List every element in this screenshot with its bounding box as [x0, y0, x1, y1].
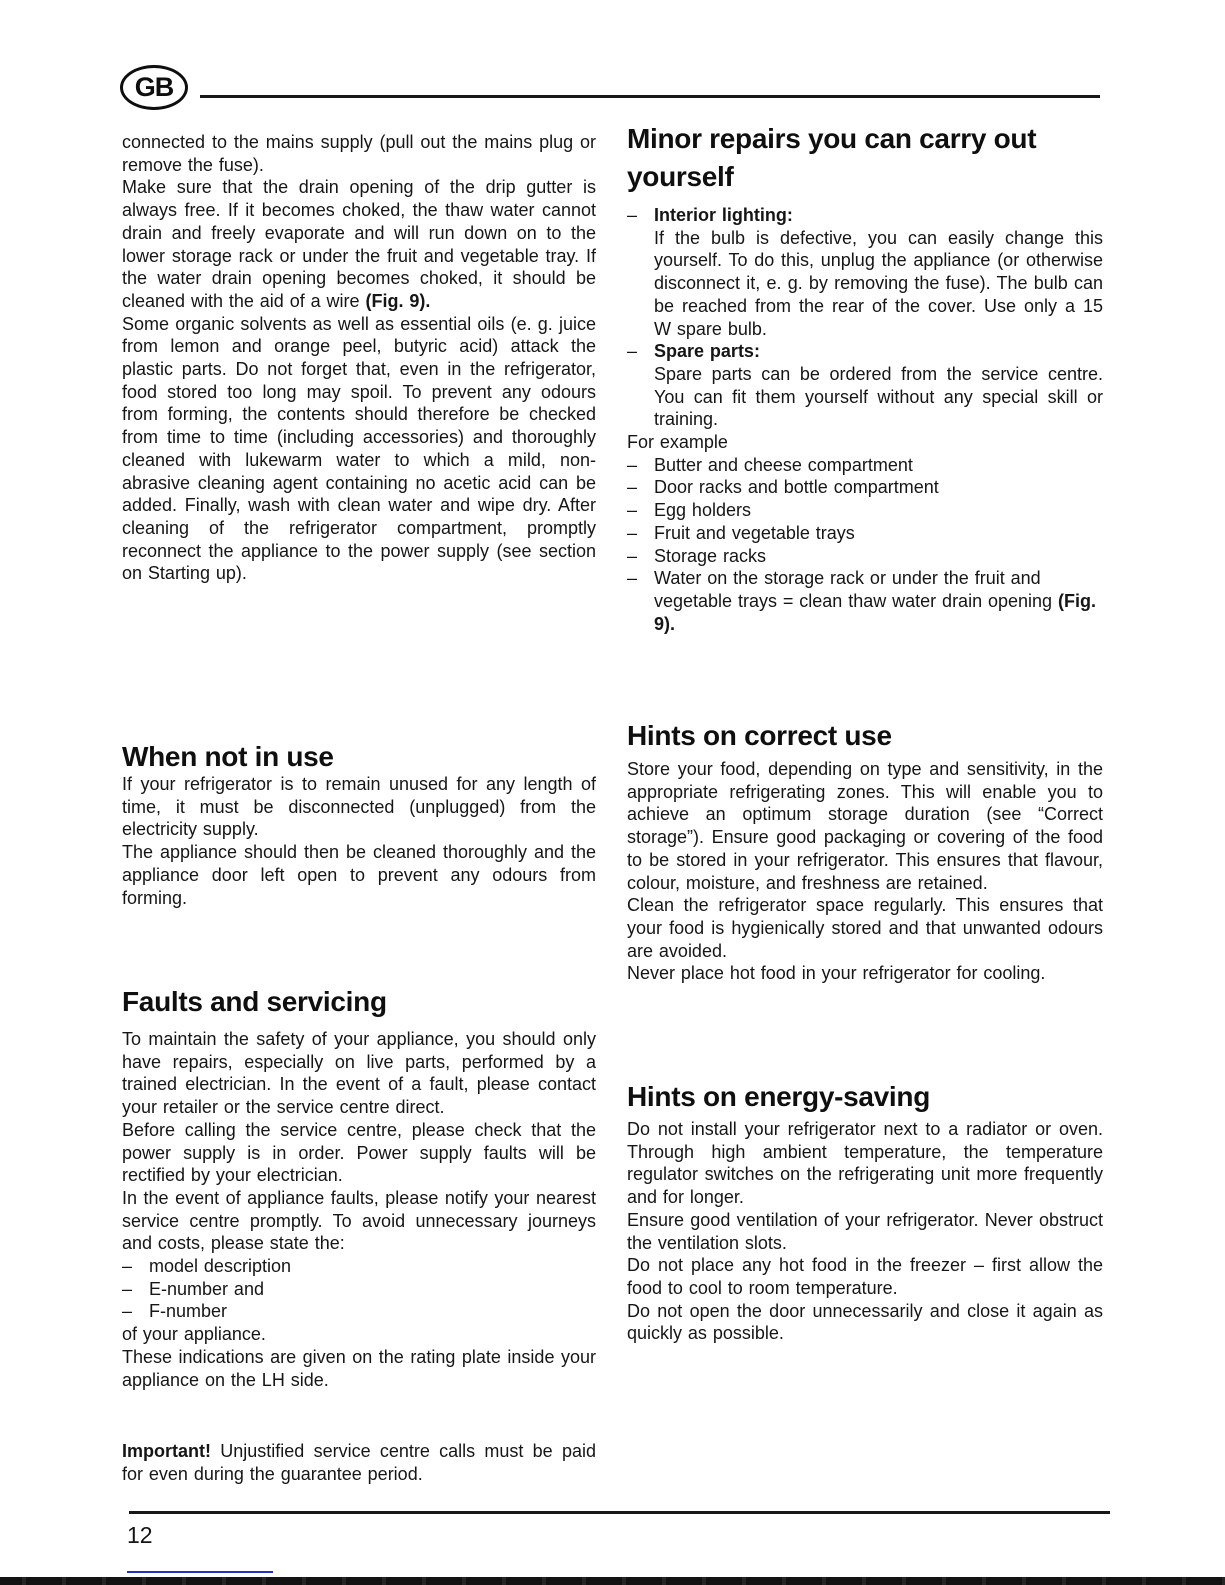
correct-use-section [627, 758, 1103, 985]
gb-country-badge [120, 65, 188, 110]
paragraph: Clean the refrigerator space regularly. This ensures that your food is hygienically stored and that unwanted odours are avoided. [627, 895, 1103, 961]
blue-pen-line [127, 1571, 273, 1573]
dash-marker: – [627, 568, 638, 589]
bullet-text: Spare parts can be ordered from the service centre. You can fit them yourself without any special skill or training. [654, 363, 1103, 430]
important-label: Important! [122, 1441, 211, 1461]
list-item [627, 454, 1103, 477]
list-item-text: Egg holders [654, 500, 751, 521]
dash-marker: – [627, 341, 638, 362]
paragraph: Before calling the service centre, please check that the power supply is in order. Power supply faults will be rectified by your electrician. [122, 1119, 596, 1186]
for-example-label: For example [627, 432, 728, 453]
dash-marker: – [627, 500, 638, 521]
bullet-label: Spare parts: [654, 341, 760, 362]
list-item [122, 1255, 596, 1278]
minor-repairs-section [627, 204, 1103, 635]
paragraph: of your appliance. [122, 1324, 266, 1345]
list-item-text: Fruit and vegetable trays [654, 522, 855, 543]
dash-marker: – [627, 454, 638, 475]
scan-edge-band [0, 1577, 1225, 1585]
list-item [627, 522, 1103, 545]
when-not-in-use-section [122, 773, 596, 909]
dash-marker: – [122, 1278, 133, 1299]
paragraph: connected to the mains supply (pull out the mains plug or remove the fuse). [122, 132, 596, 175]
list-item [627, 476, 1103, 499]
dash-marker: – [122, 1256, 133, 1277]
list-item-text: F-number [149, 1301, 228, 1322]
bullet-item-spare-parts [627, 340, 1103, 431]
paragraph: The appliance should then be cleaned thoroughly and the appliance door left open to prevent any odours from forming. [122, 842, 596, 908]
list-item [627, 567, 1103, 635]
left-column-top-section [122, 131, 596, 585]
section-heading-faults-servicing: Faults and servicing [122, 986, 387, 1017]
paragraph-text: Make sure that the drain opening of the drip gutter is always free. If it becomes choked, the thaw water cannot drain and freely evaporate and will run down on to the lower storage rack or under the fruit and vegetable tray. If the water drain opening becomes choked, it should be cleaned with the aid of a wire [122, 177, 596, 311]
bullet-label: Interior lighting: [654, 205, 793, 225]
fig-reference: (Fig. 9). [365, 290, 431, 311]
bullet-item-interior-lighting [627, 204, 1103, 340]
paragraph: If your refrigerator is to remain unused for any length of time, it must be disconnected (unplugged) from the electricity supply. [122, 774, 596, 840]
list-item [627, 545, 1103, 568]
header-rule [200, 95, 1100, 98]
dash-marker: – [122, 1301, 133, 1322]
paragraph-text: Unjustified service centre calls must be paid for even during the guarantee period. [122, 1441, 596, 1484]
list-item-text: Storage racks [654, 545, 766, 566]
list-item [627, 499, 1103, 522]
list-item-text: model description [149, 1256, 291, 1277]
list-item [122, 1300, 596, 1323]
paragraph: Some organic solvents as well as essential oils (e. g. juice from lemon and orange peel, butyric acid) attack the plastic parts. Do not forget that, even in the refrigerator, food stored too long may spoil. To prevent any odours from forming, the contents should therefore be checked from time to time (including accessories) and thoroughly cleaned with lukewarm water to which a mild, non-abrasive cleaning agent containing no acetic acid can be added. Finally, wash with clean water and wipe dry. After cleaning of the refrigerator compartment, promptly reconnect the appliance to the power supply (see section on Starting up). [122, 313, 596, 584]
paragraph: In the event of appliance faults, please notify your nearest service centre promptly. To avoid unnecessary journeys and costs, please state the: [122, 1187, 596, 1254]
dash-marker: – [627, 545, 638, 566]
paragraph [122, 1440, 596, 1485]
list-item-text: Door racks and bottle compartment [654, 477, 939, 498]
bullet-text: If the bulb is defective, you can easily change this yourself. To do this, unplug the appliance (or otherwise disconnect it, e. g. by removing the fuse). The bulb can be reached from the rear of the cover. Use only a 15 W spare bulb. [654, 227, 1103, 339]
energy-saving-section [627, 1118, 1103, 1345]
paragraph: Do not install your refrigerator next to a radiator or oven. Through high ambient temperature, the temperature regulator switches on the refrigerating unit more frequently and for longer. [627, 1119, 1103, 1208]
page-number: 12 [127, 1522, 153, 1548]
section-heading-minor-repairs: Minor repairs you can carry out yourself [627, 123, 1037, 192]
footer-rule [129, 1511, 1110, 1514]
dash-marker: – [627, 522, 638, 543]
list-item [122, 1278, 596, 1301]
paragraph: Store your food, depending on type and sensitivity, in the appropriate refrigerating zones. This will enable you to achieve an optimum storage duration (see “Correct storage”). Ensure good packaging or covering of the food to be stored in your refrigerator. This ensures that flavour, colour, moisture, and freshness are retained. [627, 759, 1103, 893]
paragraph: Never place hot food in your refrigerator for cooling. [627, 963, 1046, 984]
list-item-text: E-number and [149, 1278, 264, 1299]
paragraph: Ensure good ventilation of your refrigerator. Never obstruct the ventilation slots. [627, 1209, 1103, 1253]
faults-servicing-section [122, 1028, 596, 1391]
list-item-text: Butter and cheese compartment [654, 454, 913, 475]
fig-reference: (Fig. 9). [654, 590, 1096, 634]
paragraph: To maintain the safety of your appliance, you should only have repairs, especially on live parts, performed by a trained electrician. In the event of a fault, please contact your retailer or the service centre direct. [122, 1029, 596, 1118]
section-heading-correct-use: Hints on correct use [627, 720, 892, 751]
section-heading-when-not-in-use: When not in use [122, 741, 334, 772]
dash-marker: – [627, 205, 638, 225]
paragraph: These indications are given on the rating plate inside your appliance on the LH side. [122, 1346, 596, 1390]
gb-badge-label: GB [134, 72, 174, 102]
paragraph: Do not place any hot food in the freezer – first allow the food to cool to room temperature. [627, 1255, 1103, 1298]
section-heading-energy-saving: Hints on energy-saving [627, 1081, 931, 1112]
paragraph [122, 176, 596, 312]
list-item-text-part: Water on the storage rack or under the fruit and vegetable trays = clean thaw water drain opening [654, 568, 1053, 611]
important-note [122, 1440, 596, 1485]
list-item-text [654, 568, 1096, 633]
dash-marker: – [627, 477, 638, 498]
paragraph: Do not open the door unnecessarily and close it again as quickly as possible. [627, 1300, 1103, 1344]
